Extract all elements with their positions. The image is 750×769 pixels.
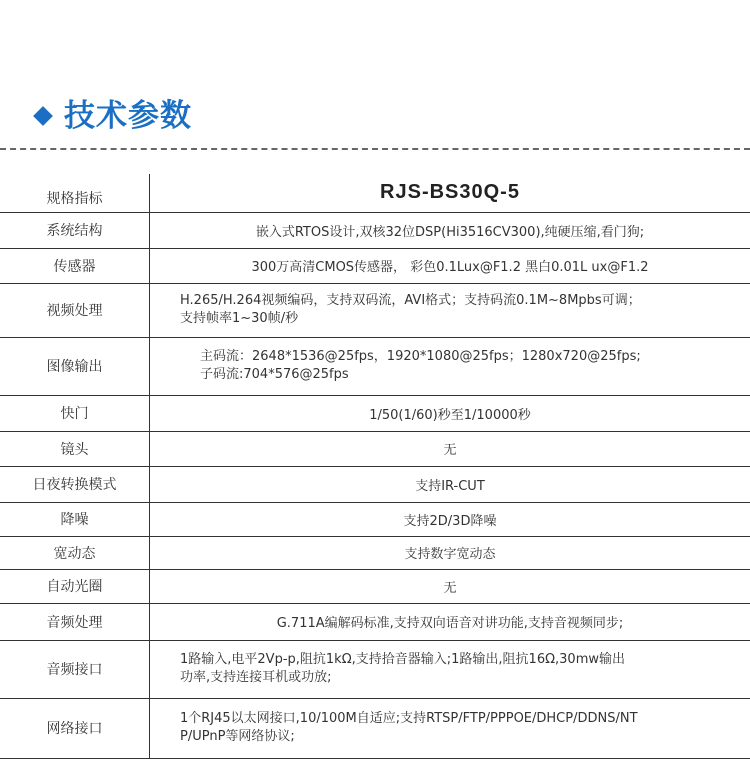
row-label: 视频处理: [0, 283, 150, 337]
diamond-icon: [33, 106, 53, 126]
row-value: 支持2D/3D降噪: [150, 502, 750, 536]
row-value: 支持IR-CUT: [150, 466, 750, 502]
table-row: [0, 698, 750, 758]
row-label: 快门: [0, 395, 150, 431]
table-row: [0, 569, 750, 603]
table-row: [0, 603, 750, 640]
table-row: [0, 395, 750, 431]
row-label: 音频处理: [0, 603, 150, 640]
table-row: [0, 640, 750, 698]
spec-table: [0, 174, 750, 759]
model-title: [150, 174, 750, 212]
section-title: 技术参数: [64, 98, 192, 134]
header-label: 规格指标: [0, 174, 150, 212]
table-row: [0, 283, 750, 337]
row-label: 系统结构: [0, 212, 150, 248]
table-row: [0, 212, 750, 248]
row-value: 支持数字宽动态: [150, 536, 750, 569]
row-label: 图像输出: [0, 337, 150, 395]
row-label: 日夜转换模式: [0, 466, 150, 502]
row-value: G.711A编解码标准,支持双向语音对讲功能,支持音视频同步;: [150, 603, 750, 640]
table-row: [0, 536, 750, 569]
row-value: 嵌入式RTOS设计,双核32位DSP(Hi3516CV300),纯硬压缩,看门狗;: [150, 212, 750, 248]
row-value: 主码流：2648*1536@25fps，1920*1080@25fps；1280x720@25fps; 子码流:704*576@25fps: [150, 337, 750, 395]
table-row: [0, 337, 750, 395]
table-header-row: [0, 174, 750, 212]
model-name: RJS-BS30Q-5: [380, 181, 520, 204]
row-value: 300万高清CMOS传感器， 彩色0.1Lux@F1.2 黑白0.01L ux@F1.2: [150, 248, 750, 283]
row-label: 自动光圈: [0, 569, 150, 603]
section-header: [36, 96, 192, 136]
row-label: 网络接口: [0, 698, 150, 758]
dashed-divider: [0, 148, 750, 150]
row-label: 降噪: [0, 502, 150, 536]
row-label: 音频接口: [0, 640, 150, 698]
row-label: 传感器: [0, 248, 150, 283]
row-label: 镜头: [0, 431, 150, 466]
row-value: 1个RJ45以太网接口,10/100M自适应;支持RTSP/FTP/PPPOE/DHCP/DDNS/NT P/UPnP等网络协议;: [150, 698, 750, 758]
table-row: [0, 502, 750, 536]
row-value: 1/50(1/60)秒至1/10000秒: [150, 395, 750, 431]
row-value: 1路输入,电平2Vp-p,阻抗1kΩ,支持拾音器输入;1路输出,阻抗16Ω,30mw输出 功率,支持连接耳机或功放;: [150, 640, 750, 698]
row-label: 宽动态: [0, 536, 150, 569]
table-row: [0, 248, 750, 283]
table-row: [0, 431, 750, 466]
row-value: 无: [150, 431, 750, 466]
row-value: H.265/H.264视频编码，支持双码流，AVI格式；支持码流0.1M~8Mpbs可调； 支持帧率1~30帧/秒: [150, 283, 750, 337]
row-value: 无: [150, 569, 750, 603]
table-row: [0, 466, 750, 502]
